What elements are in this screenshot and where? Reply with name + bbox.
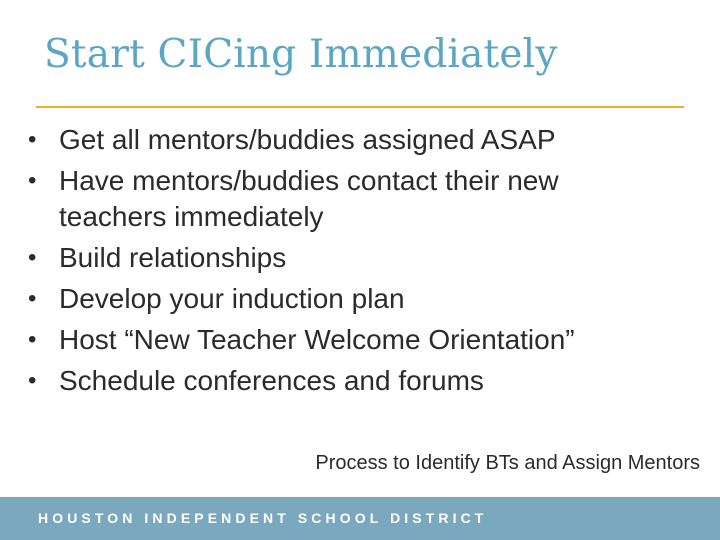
bullet-item — [28, 240, 668, 276]
bullet-dot-icon: • — [28, 244, 37, 271]
footer-bar — [0, 497, 720, 540]
district-name: HOUSTON INDEPENDENT SCHOOL DISTRICT — [38, 510, 488, 526]
bullet-text: Host “New Teacher Welcome Orientation” — [59, 324, 575, 355]
bullet-dot-icon: • — [28, 285, 37, 312]
bullet-text: Get all mentors/buddies assigned ASAP — [59, 124, 556, 155]
bullet-item — [28, 122, 668, 158]
process-link[interactable]: Process to Identify BTs and Assign Mentors — [315, 452, 700, 474]
bullet-dot-icon: • — [28, 367, 37, 394]
bullet-text: Build relationships — [59, 242, 287, 273]
bullet-item — [28, 163, 668, 235]
bullet-text: Have mentors/buddies contact their new teachers immediately — [59, 165, 559, 232]
bullet-text: Develop your induction plan — [59, 283, 405, 314]
bullet-dot-icon: • — [28, 326, 37, 353]
slide-title: Start CICing Immediately — [44, 32, 558, 77]
bullet-dot-icon: • — [28, 126, 37, 153]
bullet-text: Schedule conferences and forums — [59, 365, 484, 396]
bullet-item — [28, 363, 668, 399]
bullet-dot-icon: • — [28, 167, 37, 194]
bullet-item — [28, 281, 668, 317]
bullet-list — [28, 122, 668, 404]
title-divider — [36, 106, 684, 108]
bullet-item — [28, 322, 668, 358]
